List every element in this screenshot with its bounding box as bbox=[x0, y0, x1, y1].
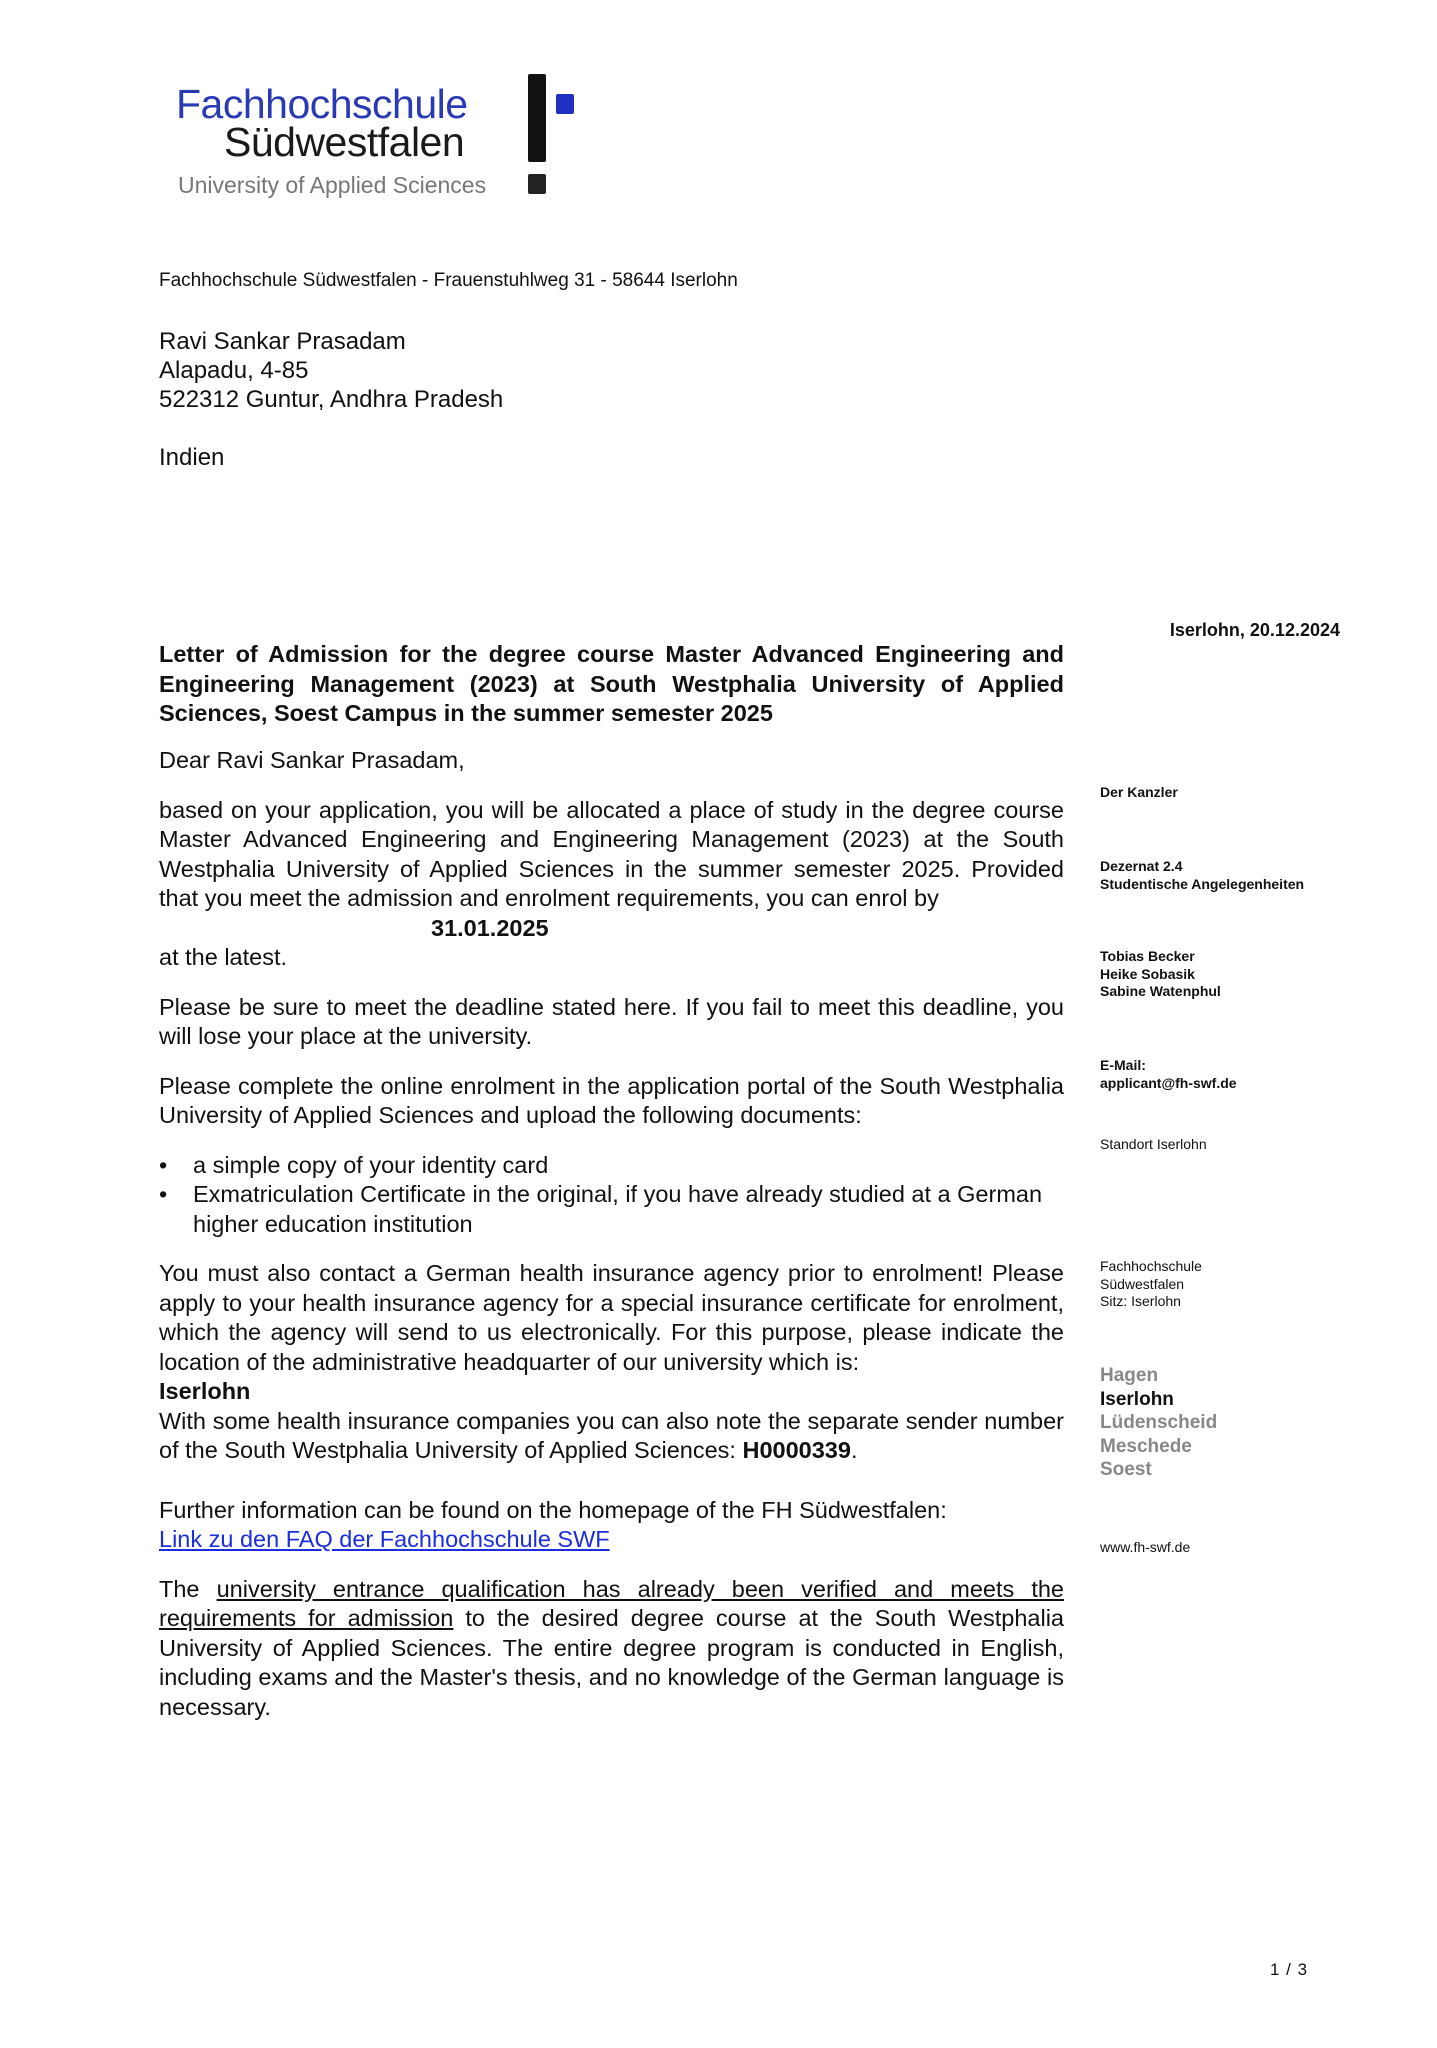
logo-exclamation-bar bbox=[528, 74, 546, 162]
salutation: Dear Ravi Sankar Prasadam, bbox=[159, 747, 465, 773]
paragraph-further-info: Further information can be found on the homepage of the FH Südwestfalen: Link zu den FAQ der Fachhochschule SWF bbox=[159, 1496, 947, 1552]
recipient-country: Indien bbox=[159, 444, 225, 471]
university-logo bbox=[176, 68, 596, 208]
paragraph-health-insurance: You must also contact a German health insurance agency prior to enrolment! Please apply to your health insurance agency for a special insurance certificate for enrolment, which the agency will send to us electronically. For this purpose, please indicate the location of the administrative headquarter of our university which is: bbox=[159, 1260, 1064, 1375]
paragraph-enrolment-instructions: Please complete the online enrolment in the application portal of the South Westphalia University of Applied Sciences and upload the following documents: bbox=[159, 1072, 1064, 1128]
headquarter-location: Iserlohn bbox=[159, 1378, 251, 1404]
logo-text-line3: University of Applied Sciences bbox=[178, 172, 487, 198]
paragraph-sender-number: With some health insurance companies you can also note the separate sender number of the South Westphalia University of Applied Sciences: H0000339. bbox=[159, 1407, 1064, 1463]
paragraph-allocation: based on your application, you will be allocated a place of study in the degree course Master Advanced Engineering and Engineering Management (2023) at the South Westphalia University of Applied Sciences in the summer semester 2025. Provided that you meet the admission and enrolment requirements, you can enrol by bbox=[159, 796, 1064, 911]
campus-locations bbox=[1100, 1364, 1217, 1482]
recipient-address bbox=[159, 327, 503, 414]
email-address: applicant@fh-swf.de bbox=[1100, 1074, 1237, 1091]
sidebar-organization: Fachhochschule Südwestfalen Sitz: Iserlohn bbox=[1100, 1258, 1202, 1309]
location-luedenscheid: Lüdenscheid bbox=[1100, 1412, 1218, 1433]
letter-date: Iserlohn, 20.12.2024 bbox=[1169, 620, 1340, 640]
location-iserlohn: Iserlohn bbox=[1100, 1388, 1174, 1410]
list-item: • a simple copy of your identity card bbox=[159, 1151, 549, 1178]
paragraph-qualification: The university entrance qualification has already been verified and meets the requirements for admission to the desired degree course at the South Westphalia University of Applied Sciences. The entire degree program is conducted in English, including exams and the Master's thesis, and no knowledge of the German language is necessary. bbox=[159, 1575, 1065, 1720]
sidebar-website: www.fh-swf.de bbox=[1100, 1539, 1191, 1555]
enrolment-deadline: 31.01.2025 bbox=[431, 914, 549, 941]
sidebar-location: Standort Iserlohn bbox=[1100, 1136, 1207, 1152]
logo-dark-square bbox=[528, 174, 546, 194]
recipient-name: Ravi Sankar Prasadam bbox=[159, 328, 406, 355]
qualification-verified-text: university entrance qualification has already been verified and meets the requirements for admission bbox=[159, 1575, 1065, 1631]
logo-text-line2: Südwestfalen bbox=[224, 119, 465, 165]
sender-address-line: Fachhochschule Südwestfalen - Frauenstuhlweg 31 - 58644 Iserlohn bbox=[159, 270, 738, 291]
location-soest: Soest bbox=[1100, 1459, 1152, 1480]
recipient-street: Alapadu, 4-85 bbox=[159, 357, 309, 384]
sidebar-staff: Tobias Becker Heike Sobasik Sabine Watenphul bbox=[1100, 948, 1221, 999]
list-item: • Exmatriculation Certificate in the original, if you have already studied at a German higher education institution bbox=[159, 1181, 1043, 1237]
location-meschede: Meschede bbox=[1100, 1435, 1192, 1457]
letter-subject: Letter of Admission for the degree course Master Advanced Engineering and Engineering Management (2023) at South Westphalia University of Applied Sciences, Soest Campus in the summer semester 2025 bbox=[159, 641, 1064, 726]
required-documents-list bbox=[159, 1151, 1064, 1240]
sender-number: H0000339 bbox=[742, 1437, 851, 1463]
recipient-city: 522312 Guntur, Andhra Pradesh bbox=[159, 386, 504, 413]
sidebar-chancellor: Der Kanzler bbox=[1100, 784, 1178, 800]
page-number: 1 / 3 bbox=[1270, 1960, 1309, 1979]
logo-blue-square bbox=[556, 94, 574, 114]
letter-body bbox=[159, 746, 1064, 1742]
faq-link[interactable]: Link zu den FAQ der Fachhochschule SWF bbox=[159, 1526, 610, 1552]
sidebar-email: E-Mail: applicant@fh-swf.de bbox=[1100, 1057, 1237, 1091]
paragraph-allocation-end: at the latest. bbox=[159, 944, 288, 970]
paragraph-deadline-warning: Please be sure to meet the deadline stated here. If you fail to meet this deadline, you will lose your place at the university. bbox=[159, 993, 1064, 1049]
location-hagen: Hagen bbox=[1100, 1365, 1159, 1386]
logo-text-line1: Fachhochschule bbox=[176, 81, 468, 127]
sidebar-department: Dezernat 2.4 Studentische Angelegenheiten bbox=[1100, 858, 1305, 892]
